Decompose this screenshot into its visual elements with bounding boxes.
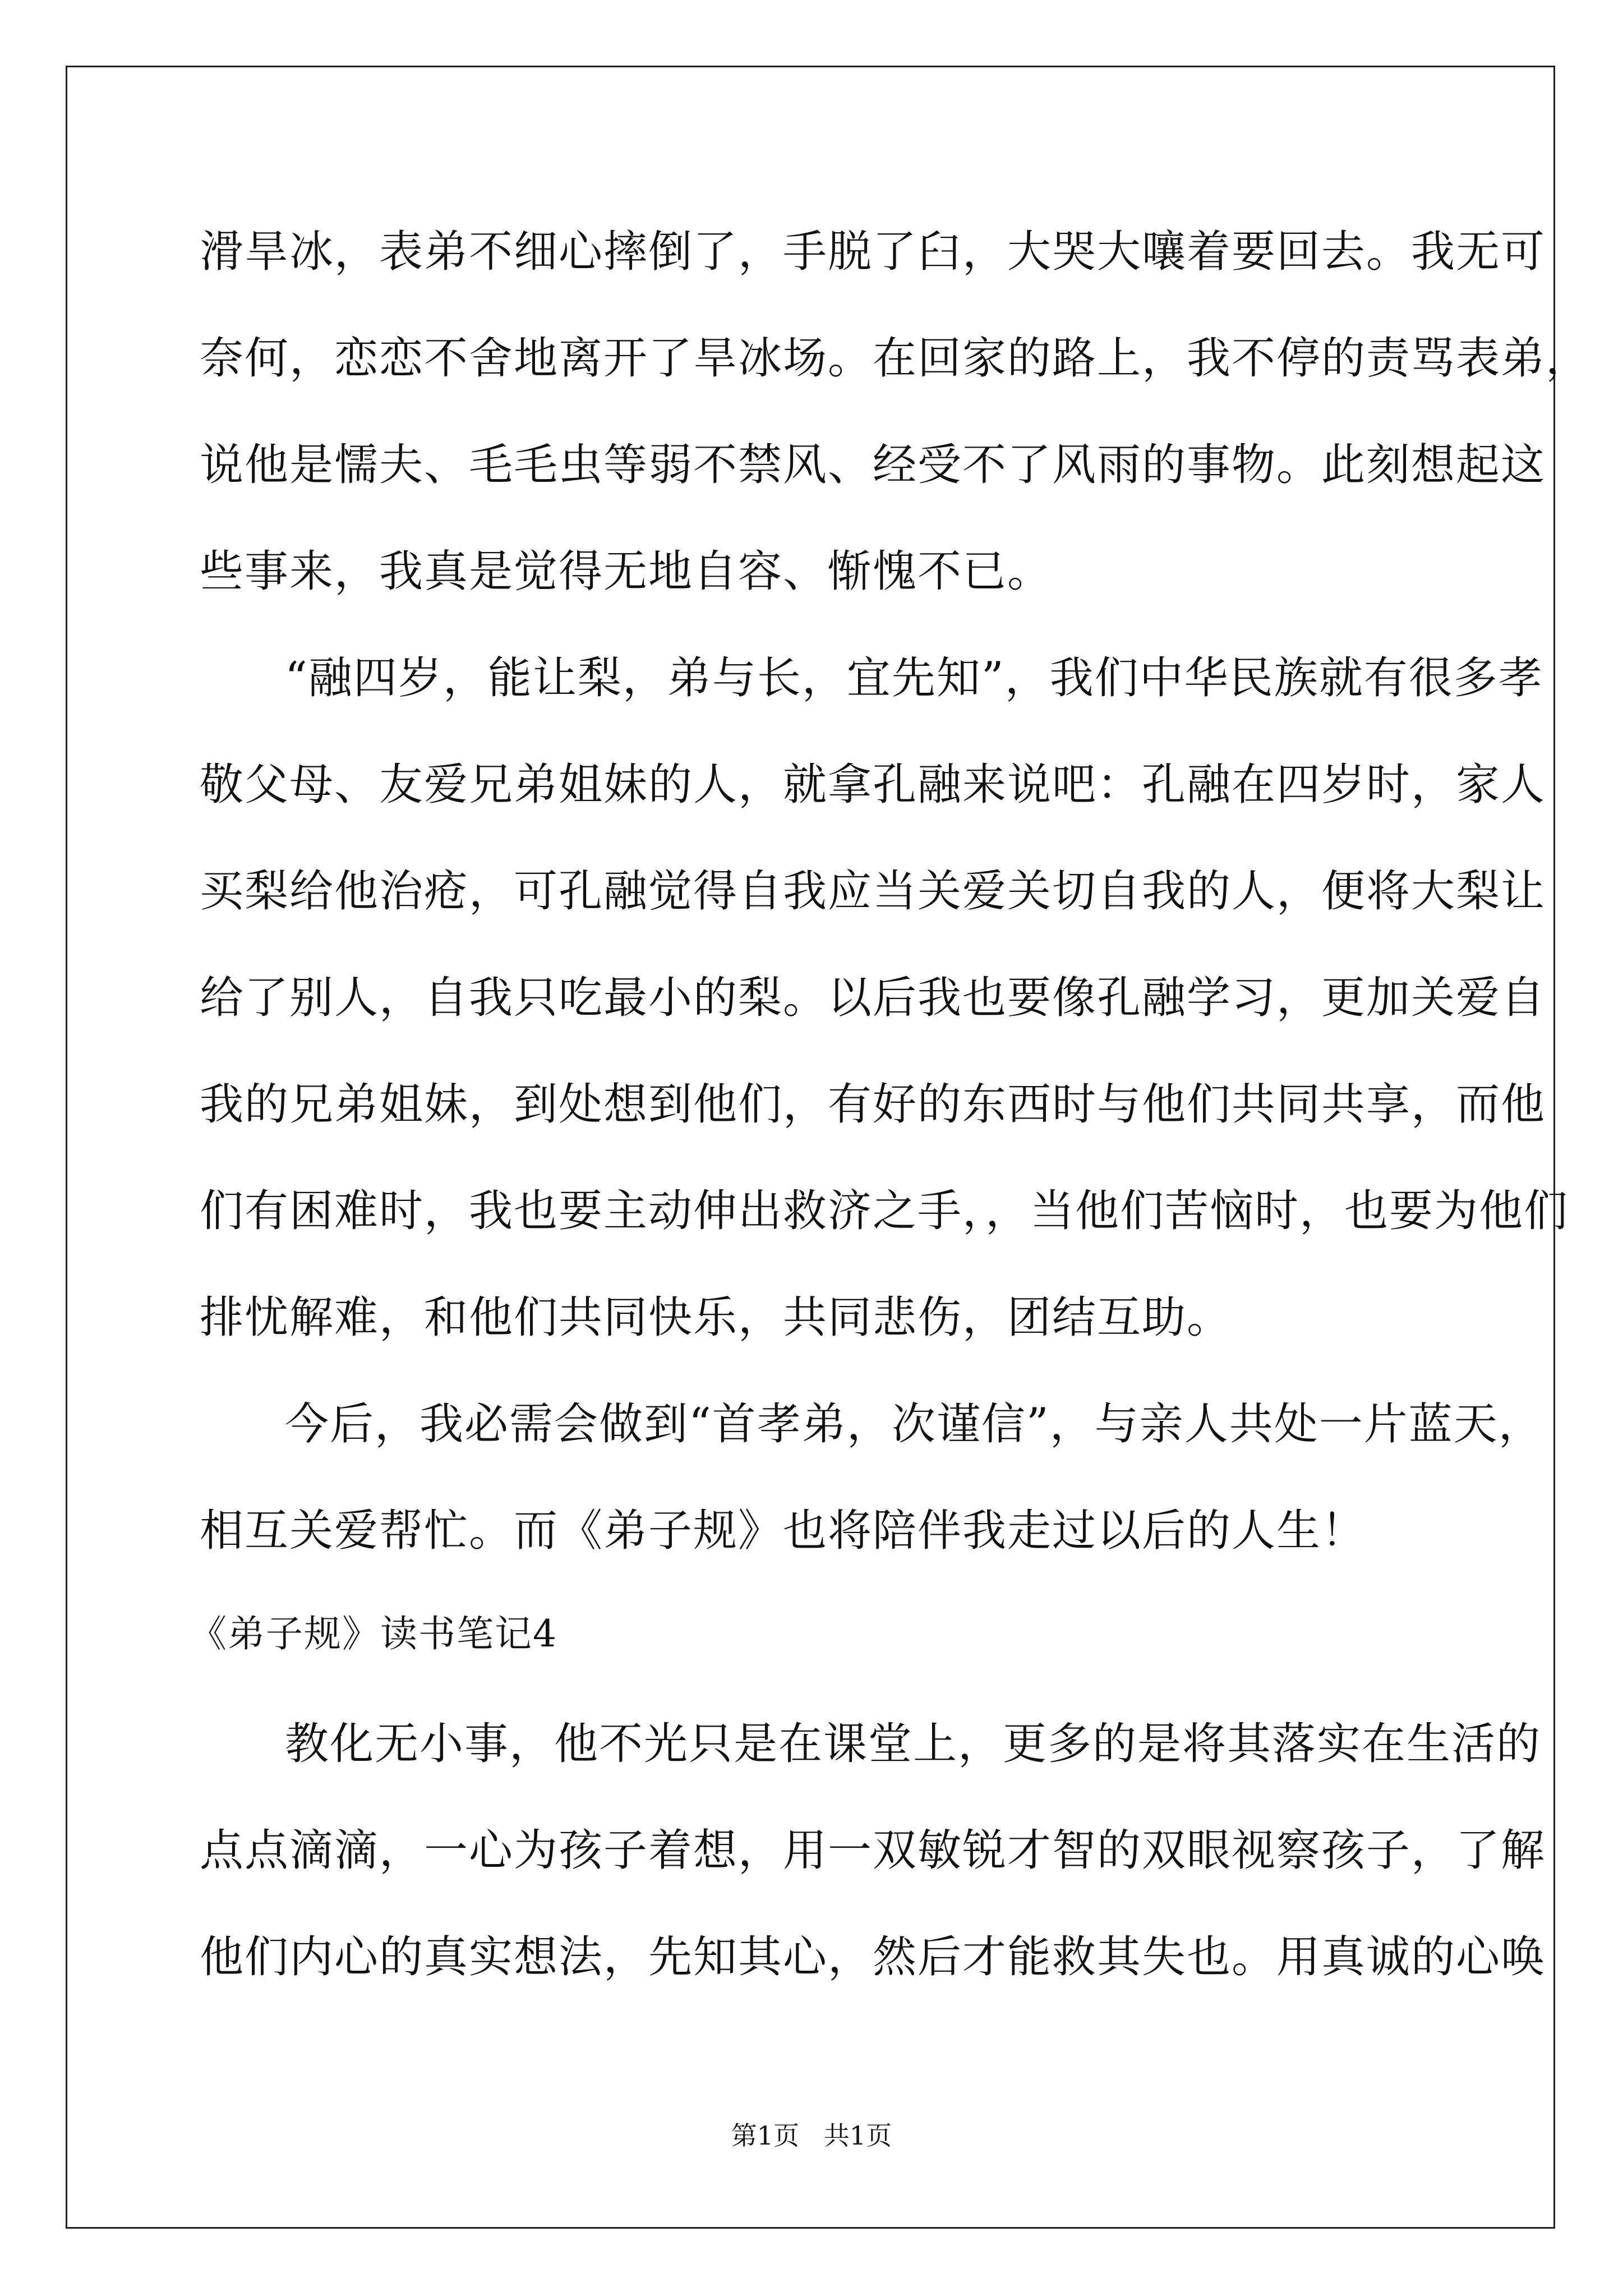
paragraph-2-line-2: 敬父母、友爱兄弟姐妹的人，就拿孔融来说吧：孔融在四岁时，家人 bbox=[200, 760, 1546, 810]
paragraph-3-line-1: 今后，我必需会做到“首孝弟，次谨信”，与亲人共处一片蓝天， bbox=[285, 1399, 1543, 1450]
paragraph-1-line-1: 滑旱冰，表弟不细心摔倒了，手脱了臼，大哭大嚷着要回去。我无可 bbox=[200, 227, 1546, 277]
page-border bbox=[66, 66, 1555, 2229]
paragraph-1-line-2: 奈何，恋恋不舍地离开了旱冰场。在回家的路上，我不停的责骂表弟， bbox=[200, 333, 1591, 384]
paragraph-4-line-1: 教化无小事，他不光只是在课堂上，更多的是将其落实在生活的 bbox=[285, 1719, 1542, 1769]
page-footer: 第1页 共1页 bbox=[731, 2120, 892, 2151]
paragraph-1-line-4: 些事来，我真是觉得无地自容、惭愧不已。 bbox=[200, 546, 1053, 597]
paragraph-2-line-7: 排忧解难，和他们共同快乐，共同悲伤，团结互助。 bbox=[200, 1292, 1232, 1343]
paragraph-1-line-3: 说他是懦夫、毛毛虫等弱不禁风、经受不了风雨的事物。此刻想起这 bbox=[200, 440, 1546, 490]
paragraph-2-line-3: 买梨给他治疮，可孔融觉得自我应当关爱关切自我的人，便将大梨让 bbox=[200, 866, 1546, 917]
paragraph-2-line-6: 们有困难时，我也要主动伸出救济之手，，当他们苦恼时，也要为他们 bbox=[200, 1186, 1569, 1236]
paragraph-2-line-4: 给了别人，自我只吃最小的梨。以后我也要像孔融学习，更加关爱自 bbox=[200, 973, 1546, 1023]
paragraph-2-line-1: “融四岁，能让梨，弟与长，宜先知”，我们中华民族就有很多孝 bbox=[285, 653, 1543, 703]
paragraph-4-line-2: 点点滴滴，一心为孩子着想，用一双敏锐才智的双眼视察孩子，了解 bbox=[200, 1825, 1546, 1876]
section-heading: 《弟子规》读书笔记4 bbox=[190, 1612, 557, 1655]
paragraph-2-line-5: 我的兄弟姐妹，到处想到他们，有好的东西时与他们共同共享，而他 bbox=[200, 1079, 1546, 1130]
paragraph-4-line-3: 他们内心的真实想法，先知其心，然后才能救其失也。用真诚的心唤 bbox=[200, 1932, 1546, 1982]
paragraph-3-line-2: 相互关爱帮忙。而《弟子规》也将陪伴我走过以后的人生！ bbox=[200, 1506, 1367, 1556]
